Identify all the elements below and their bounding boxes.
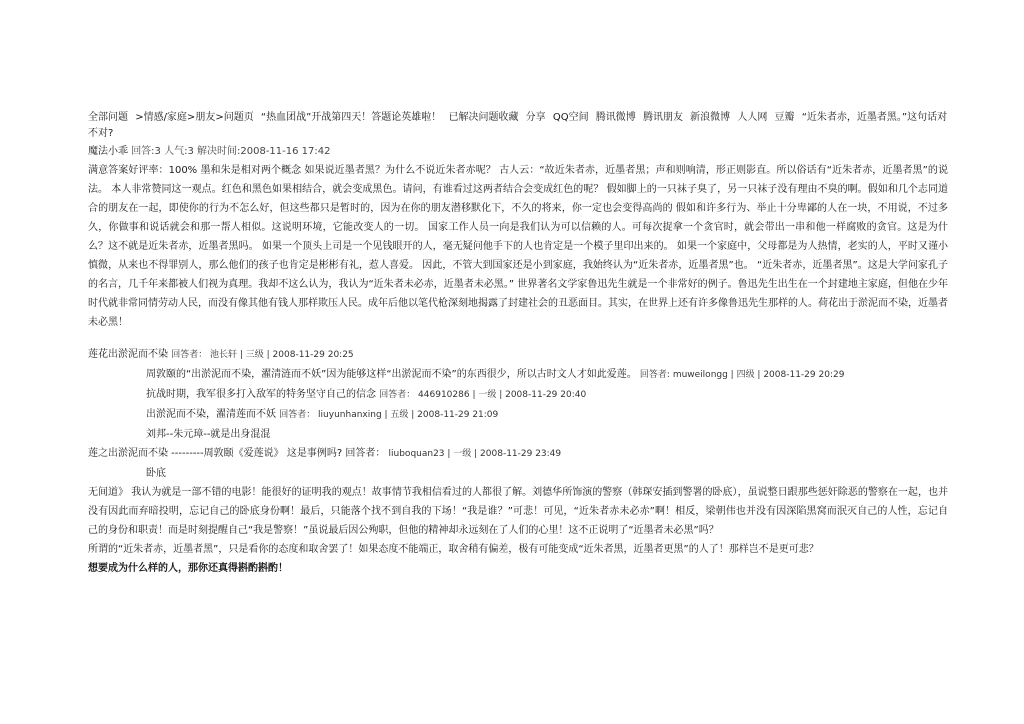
breadcrumb-category[interactable]: >情感/家庭>朋友>问题页 (135, 112, 254, 123)
share-sina-weibo[interactable]: 新浪微博 (690, 112, 731, 123)
share-button[interactable]: 分享 (525, 112, 546, 123)
share-bar (526, 112, 802, 123)
reply-text: 卧底 (146, 468, 166, 479)
answer-stats: 回答:3 人气:3 解决时间:2008-11-16 17:42 (131, 146, 331, 157)
question-title: “近朱者赤，近墨者黑。”这句话对不对? (88, 112, 948, 139)
reply-text: 莲花出淤泥而不染 (88, 349, 168, 360)
qa-page (88, 110, 948, 578)
reply-text: 出淤泥而不染，濯清莲而不妖 (146, 409, 276, 420)
promo-link[interactable]: “热血团战”开战第四天！答题论英雄啦！ (260, 112, 442, 123)
long-reply (88, 483, 948, 578)
reply-item (88, 464, 948, 483)
reply-item (88, 365, 948, 385)
share-tencent-weibo[interactable]: 腾讯微博 (595, 112, 636, 123)
reply-item (88, 405, 948, 425)
rating-label: 满意答案好评率：100% (88, 165, 198, 176)
share-qzone[interactable]: QQ空间 (552, 112, 589, 123)
reply-text: 刘邦--朱元璋--就是出身混混 (146, 429, 271, 440)
share-renren[interactable]: 人人网 (737, 112, 768, 123)
answer-meta (88, 142, 948, 161)
share-tencent-friends[interactable]: 腾讯朋友 (642, 112, 683, 123)
reply-author: 回答者： 446910286 | 一级 | 2008-11-29 20:40 (379, 390, 587, 400)
breadcrumb (88, 110, 948, 142)
reply-author: liuboquan23 | 一级 | 2008-11-29 23:49 (388, 449, 562, 459)
reply-item (88, 345, 948, 365)
reply-text: 莲之出淤泥而不染 ---------周敦颐《爱莲说》 这是事例吗? 回答者： (88, 448, 386, 459)
reply-author: 回答者: muweilongg | 四级 | 2008-11-29 20:29 (639, 370, 845, 380)
best-answer (88, 161, 948, 332)
reply-author: 回答者： liuyunhanxing | 五级 | 2008-11-29 21:09 (279, 410, 499, 420)
breadcrumb-all-questions[interactable]: 全部问题 (88, 112, 128, 123)
reply-text: 周敦颐的“出淤泥而不染，濯清涟而不妖”因为能够这样“出淤泥而不染”的东西很少，所以古时文人才如此爱莲。 (146, 369, 637, 380)
share-douban[interactable]: 豆瓣 (774, 112, 795, 123)
reply-item (88, 425, 948, 444)
reply-item (88, 444, 948, 464)
best-answer-body: 墨和朱是相对两个概念 如果说近墨者黑？为什么不说近朱者赤呢？ 古人云：“故近朱者赤，近墨者黑；声和则响清，形正则影直。所以俗话有“近朱者赤，近墨者黑”的说法。 本人非常赞同这一观点。红色和黑色如果相结合，就会变成黑色。请问，有谁看过这两者结合会变成红色的呢？ 假如脚上的一只袜子臭了，另一只袜子没有理由不臭的啊。假如和几个志同道合的朋友在一起，即使你的行为不怎么好，但这些都只是暂时的，因为在你的朋友潜移默化下，不久的将来，你一定也会变得高尚的 假如和许多行为、举止十分卑鄙的人在一块，不用说，不过多久，你做事和说话就会和那一帮人相似。这说明环境，它能改变人的一切。 国家工作人员一向是我们认为可以信赖的人。可每次捉拿一个贪官时，就会带出一串和他一样腐败的贪官。这是为什么？这不就是近朱者赤，近墨者黑吗。 如果一个顶头上司是一个见钱眼开的人，毫无疑问他手下的人也肯定是一个模子里印出来的。 如果一个家庭中，父母都是为人热情，老实的人，平时又谨小慎微，从来也不得罪别人，那么他们的孩子也肯定是彬彬有礼，惹人喜爱。 因此，不管大到国家还是小到家庭，我始终认为“近朱者赤，近墨者黑”也。 “近朱者赤，近墨者黑”。这是大学问家孔子的名言，几千年来都被人们视为真理。我却不这么认为，我认为“近朱者未必赤，近墨者未必黑。” 世界著名文学家鲁迅先生就是一个非常好的例子。鲁迅先生出生在一个封建地主家庭，但他在少年时代就非常同情劳动人民，而没有像其他有钱人那样欺压人民。成年后他以笔代枪深刻地揭露了封建社会的丑恶面目。其实，在世界上还有许多像鲁迅先生那样的人。荷花出于淤泥而不染，近墨者未必黑！ (88, 165, 948, 328)
reply-item (88, 385, 948, 405)
resolved-favorites-link[interactable]: 已解决问题收藏 (448, 112, 519, 123)
reply-text: 抗战时期，我军很多打入敌军的特务坚守自己的信念 (146, 389, 376, 400)
long-reply-p3: 想要成为什么样的人，那你还真得斟酌斟酌！ (88, 563, 288, 574)
long-reply-p1: 无间道》 我认为就是一部不错的电影！能很好的证明我的观点！故事情节我相信看过的人都很了解。刘德华所饰演的警察（韩琛安插到警署的卧底），虽说整日跟那些惩奸除恶的警察在一起，也并没有因此而弃暗投明，忘记自己的卧底身份啊！最后，只能落个找不到自我的下场！“我是谁？”可悲！可见，“近朱者赤未必赤”啊！相反，梁朝伟也并没有因深陷黑窝而泯灭自己的人性，忘记自己的身份和职责！而是时刻提醒自己“我是警察！”虽说最后因公殉职，但他的精神却永远刻在了人们的心里！这不正说明了“近墨者未必黑”吗？ (88, 487, 948, 536)
replies-list (88, 345, 948, 483)
reply-author: 回答者： 池长轩 | 三级 | 2008-11-29 20:25 (171, 350, 354, 360)
answer-author[interactable]: 魔法小乖 (88, 146, 128, 157)
long-reply-p2: 所谓的“近朱者赤，近墨者黑”，只是看你的态度和取舍罢了！如果态度不能端正，取舍稍有偏差，极有可能变成“近朱者黑，近墨者更黑”的人了！那样岂不是更可悲？ (88, 544, 819, 555)
